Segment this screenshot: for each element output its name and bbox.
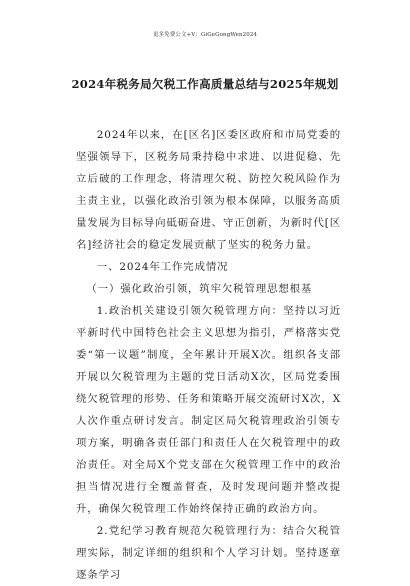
subsection-heading: （一）强化政治引领，筑牢欠税管理思想根基 bbox=[86, 283, 313, 295]
header-watermark: 更多免费公文+V：GiGeGongWen2024 bbox=[152, 32, 258, 38]
item-paragraph-2: 2.党纪学习教育规范欠税管理行为：结合欠税管理实际，制定详细的组织和个人学习计划。坚持逐章逐条学习 bbox=[76, 525, 341, 581]
intro-paragraph: 2024年以来，在[区名]区委区政府和市局党委的坚强领导下，区税务局秉持稳中求进、以进促稳、先立后破的工作理念，将清理欠税、防控欠税风险作为主责主业，以强化政治引领为根本保障，以服务高质量发展为目标导向砥砺奋进、守正创新，为新时代[区名]经济社会的稳定发展贡献了坚实的税务力量。 bbox=[76, 129, 341, 251]
item-paragraph-1: 1.政治机关建设引领欠税管理方向：坚持以习近平新时代中国特色社会主义思想为指引，严格落实党委“第一议题”制度，全年累计开展X次。组织各支部开展以欠税管理为主题的党日活动X次，区局党委围绕欠税管理的形势、任务和策略开展交流研讨X次，X人次作重点研讨发言。制定区局欠税管理政治引领专项方案，明确各责任部门和责任人在欠税管理中的政治责任。对全局X个党支部在欠税管理工作中的政治担当情况进行全覆盖督查，及时发现问题并整改提升，确保欠税管理工作始终保持正确的政治方向。 bbox=[76, 305, 341, 515]
document-body bbox=[76, 124, 341, 586]
section-heading: 一、2024年工作完成情况 bbox=[96, 261, 229, 273]
document-title: 2024年税务局欠税工作高质量总结与2025年规划 bbox=[71, 77, 339, 91]
